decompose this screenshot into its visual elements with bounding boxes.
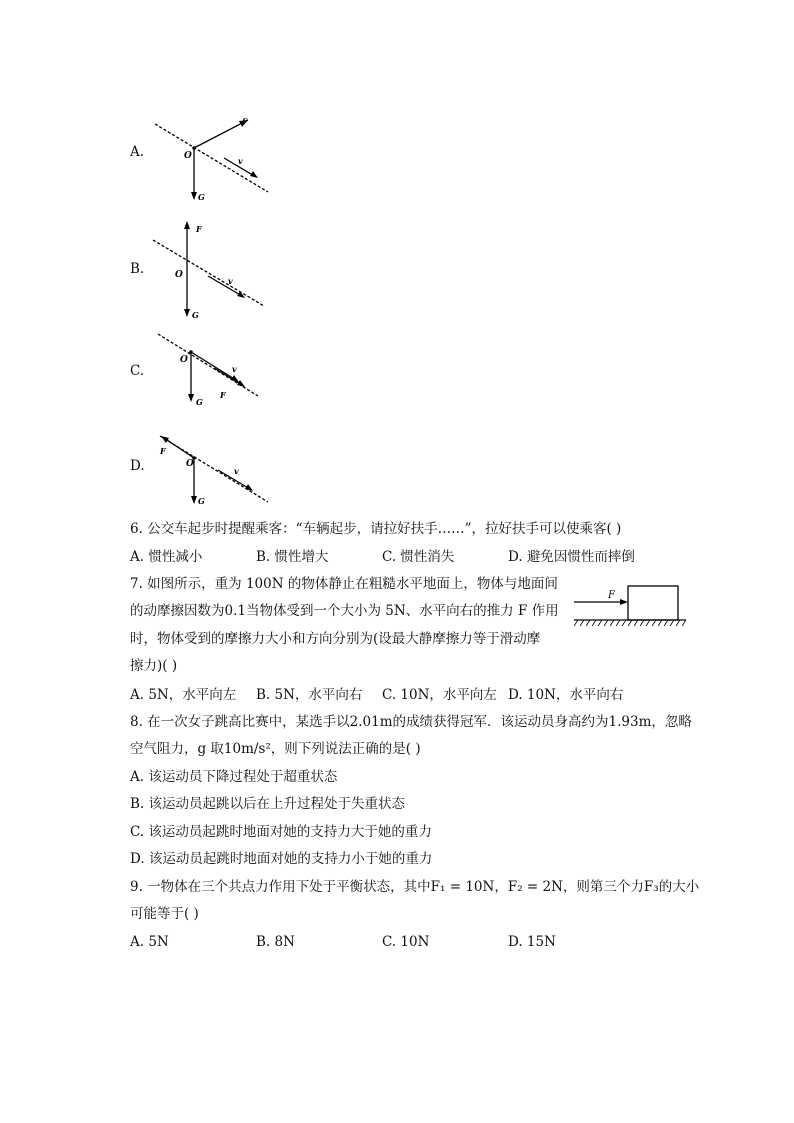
label-v: v (234, 466, 239, 476)
q6-option-a: A. 惯性减小 (130, 549, 203, 565)
q7-option-b: B. 5N，水平向右 (256, 687, 363, 703)
label-o: O (175, 270, 183, 280)
label-f: F (242, 117, 247, 126)
force-diagram-a (150, 110, 280, 210)
q9-line-1: 9. 一物体在三个共点力作用下处于平衡状态，其中F₁ = 10N，F₂ = 2N，则第三个力F₃的大小 (130, 879, 700, 895)
force-diagram-c (150, 330, 280, 415)
q6-option-c: C. 惯性消失 (382, 549, 455, 565)
q8-option-c: C. 该运动员起跳时地面对她的支持力大于她的重力 (130, 824, 432, 840)
q8-option-d: D. 该运动员起跳时地面对她的支持力小于她的重力 (130, 851, 433, 867)
q7-line-1: 7. 如图所示，重为 100N 的物体静止在粗糙水平地面上，物体与地面间 (130, 576, 558, 592)
option-b-label: B. (130, 261, 145, 277)
q7-line-4: 擦力)( ) (130, 658, 178, 674)
label-v: v (228, 276, 233, 286)
label-g: G (198, 192, 205, 202)
option-a-label: A. (130, 144, 145, 160)
q9-option-a: A. 5N (130, 934, 169, 950)
q9-line-2: 可能等于( ) (130, 906, 199, 922)
q7-line-2: 的动摩擦因数为0.1当物体受到一个大小为 5N、水平向右的推力 F 作用 (130, 603, 559, 619)
q7-block-figure (570, 583, 690, 629)
label-g: G (192, 310, 199, 320)
q7-line-3: 时，物体受到的摩擦力大小和方向分别为(设最大静摩擦力等于滑动摩 (130, 631, 541, 647)
q6-option-b: B. 惯性增大 (256, 549, 329, 565)
option-c-label: C. (130, 363, 145, 379)
force-diagram-b (150, 218, 280, 323)
label-g: G (198, 496, 205, 506)
label-o: O (184, 151, 192, 161)
force-diagram-d (150, 430, 280, 510)
q8-option-a: A. 该运动员下降过程处于超重状态 (130, 769, 338, 785)
q7-option-c: C. 10N，水平向左 (382, 687, 497, 703)
q6-stem: 6. 公交车起步时提醒乘客：“车辆起步，请拉好扶手……”，拉好扶手可以使乘客( ) (130, 521, 622, 537)
q7-option-a: A. 5N，水平向左 (130, 687, 237, 703)
q7-force-label: F (608, 590, 615, 601)
q9-option-c: C. 10N (382, 934, 430, 950)
label-f: F (220, 390, 226, 400)
q6-option-d: D. 避免因惯性而摔倒 (508, 549, 635, 565)
q7-option-d: D. 10N，水平向右 (508, 687, 624, 703)
q9-option-b: B. 8N (256, 934, 295, 950)
q8-option-b: B. 该运动员起跳以后在上升过程处于失重状态 (130, 796, 406, 812)
label-f: F (196, 224, 202, 234)
label-v: v (238, 156, 243, 166)
label-g: G (196, 397, 203, 407)
label-o: O (180, 355, 188, 365)
q9-option-d: D. 15N (508, 934, 556, 950)
label-f: F (160, 446, 166, 456)
option-d-label: D. (130, 458, 145, 474)
q8-line-1: 8. 在一次女子跳高比赛中，某选手以2.01m的成绩获得冠军．该运动员身高约为1.93m，忽略 (130, 714, 692, 730)
q8-line-2: 空气阻力，g 取10m/s²，则下列说法正确的是( ) (130, 741, 421, 757)
label-v: v (232, 364, 237, 374)
label-o: O (186, 459, 194, 469)
